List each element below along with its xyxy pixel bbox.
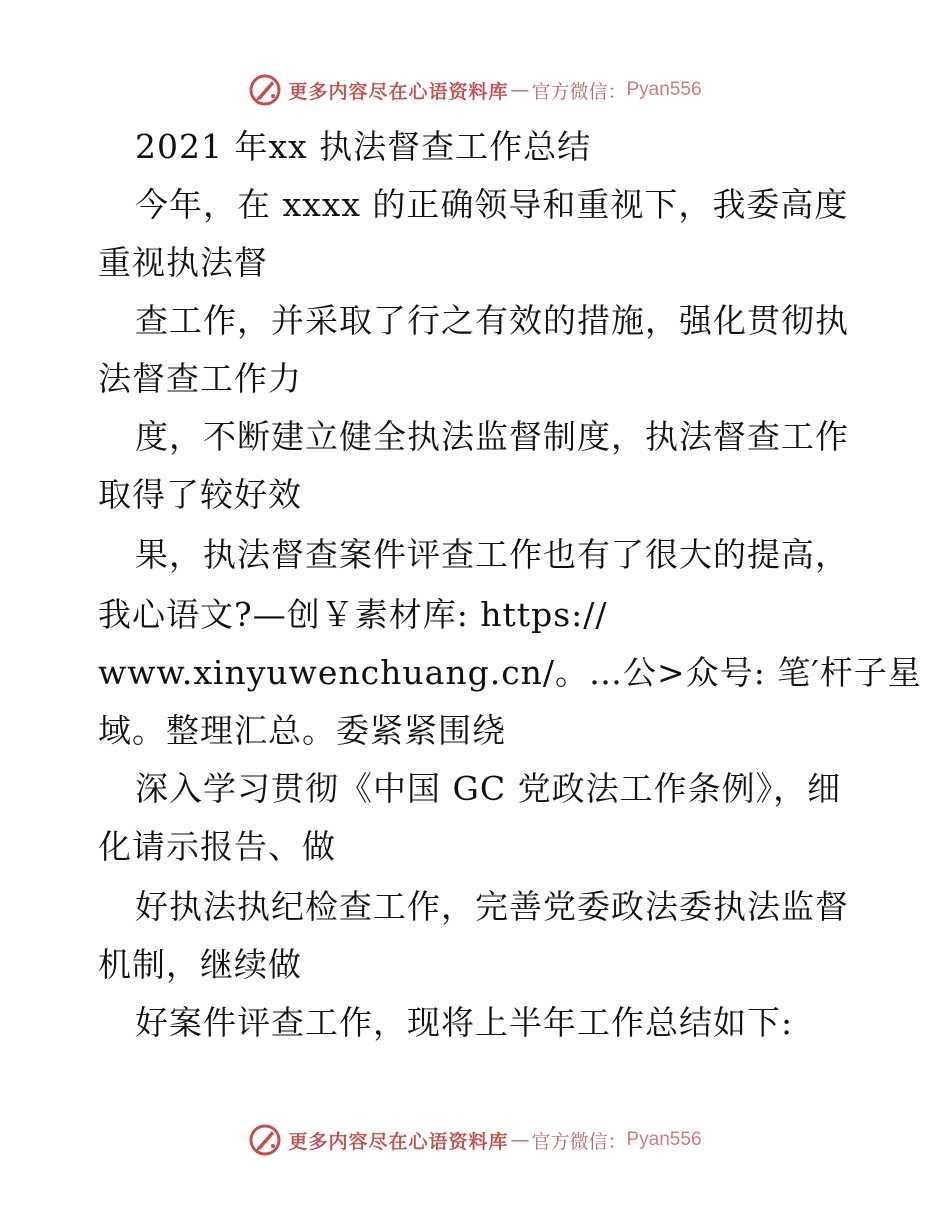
paragraph-line: 好执法执纪检查工作，完善党委政法委执法监督 [135, 887, 849, 926]
paragraph-line: 法督查工作力 [98, 359, 302, 398]
watermark-dash: — [510, 79, 530, 101]
paragraph-line: 域。整理汇总。委紧紧围绕 [98, 711, 506, 750]
paragraph-line: 好案件评查工作，现将上半年工作总结如下: [135, 1003, 794, 1042]
watermark-dash: — [510, 1129, 530, 1151]
footer-watermark [0, 1122, 950, 1158]
paragraph-line: 机制，继续做 [98, 945, 302, 984]
header-watermark [0, 72, 950, 108]
watermark-brand-text: 更多内容尽在心语资料库 [288, 1130, 509, 1153]
watermark-wechat-label: 官方微信： [531, 1130, 627, 1153]
paragraph-line: www.xinyuwenchuang.cn/。…公>众号: 笔′杆子星 [98, 653, 922, 692]
paragraph-line: 今年，在 xxxx 的正确领导和重视下，我委高度 [135, 185, 849, 224]
watermark-brand-text: 更多内容尽在心语资料库 [288, 80, 509, 103]
paragraph-line: 查工作，并采取了行之有效的措施，强化贯彻执 [135, 301, 849, 340]
quill-pen-logo-icon [248, 73, 282, 107]
paragraph-line: 我心语文?—创￥素材库: https:// [98, 595, 608, 634]
watermark-wechat-id: Pyan556 [626, 79, 702, 100]
paragraph-line: 化请示报告、做 [98, 827, 336, 866]
paragraph-line: 重视执法督 [98, 243, 268, 282]
paragraph-line: 果，执法督查案件评查工作也有了很大的提高， [135, 535, 849, 574]
document-title: 2021 年xx 执法督查工作总结 [135, 127, 592, 166]
paragraph-line: 度，不断建立健全执法监督制度，执法督查工作 [135, 417, 849, 456]
paragraph-line: 深入学习贯彻《中国 GC 党政法工作条例》，细 [135, 769, 842, 808]
paragraph-line: 取得了较好效 [98, 475, 302, 514]
quill-pen-logo-icon [248, 1123, 282, 1157]
watermark-wechat-id: Pyan556 [626, 1129, 702, 1150]
watermark-wechat-label: 官方微信： [531, 80, 627, 103]
